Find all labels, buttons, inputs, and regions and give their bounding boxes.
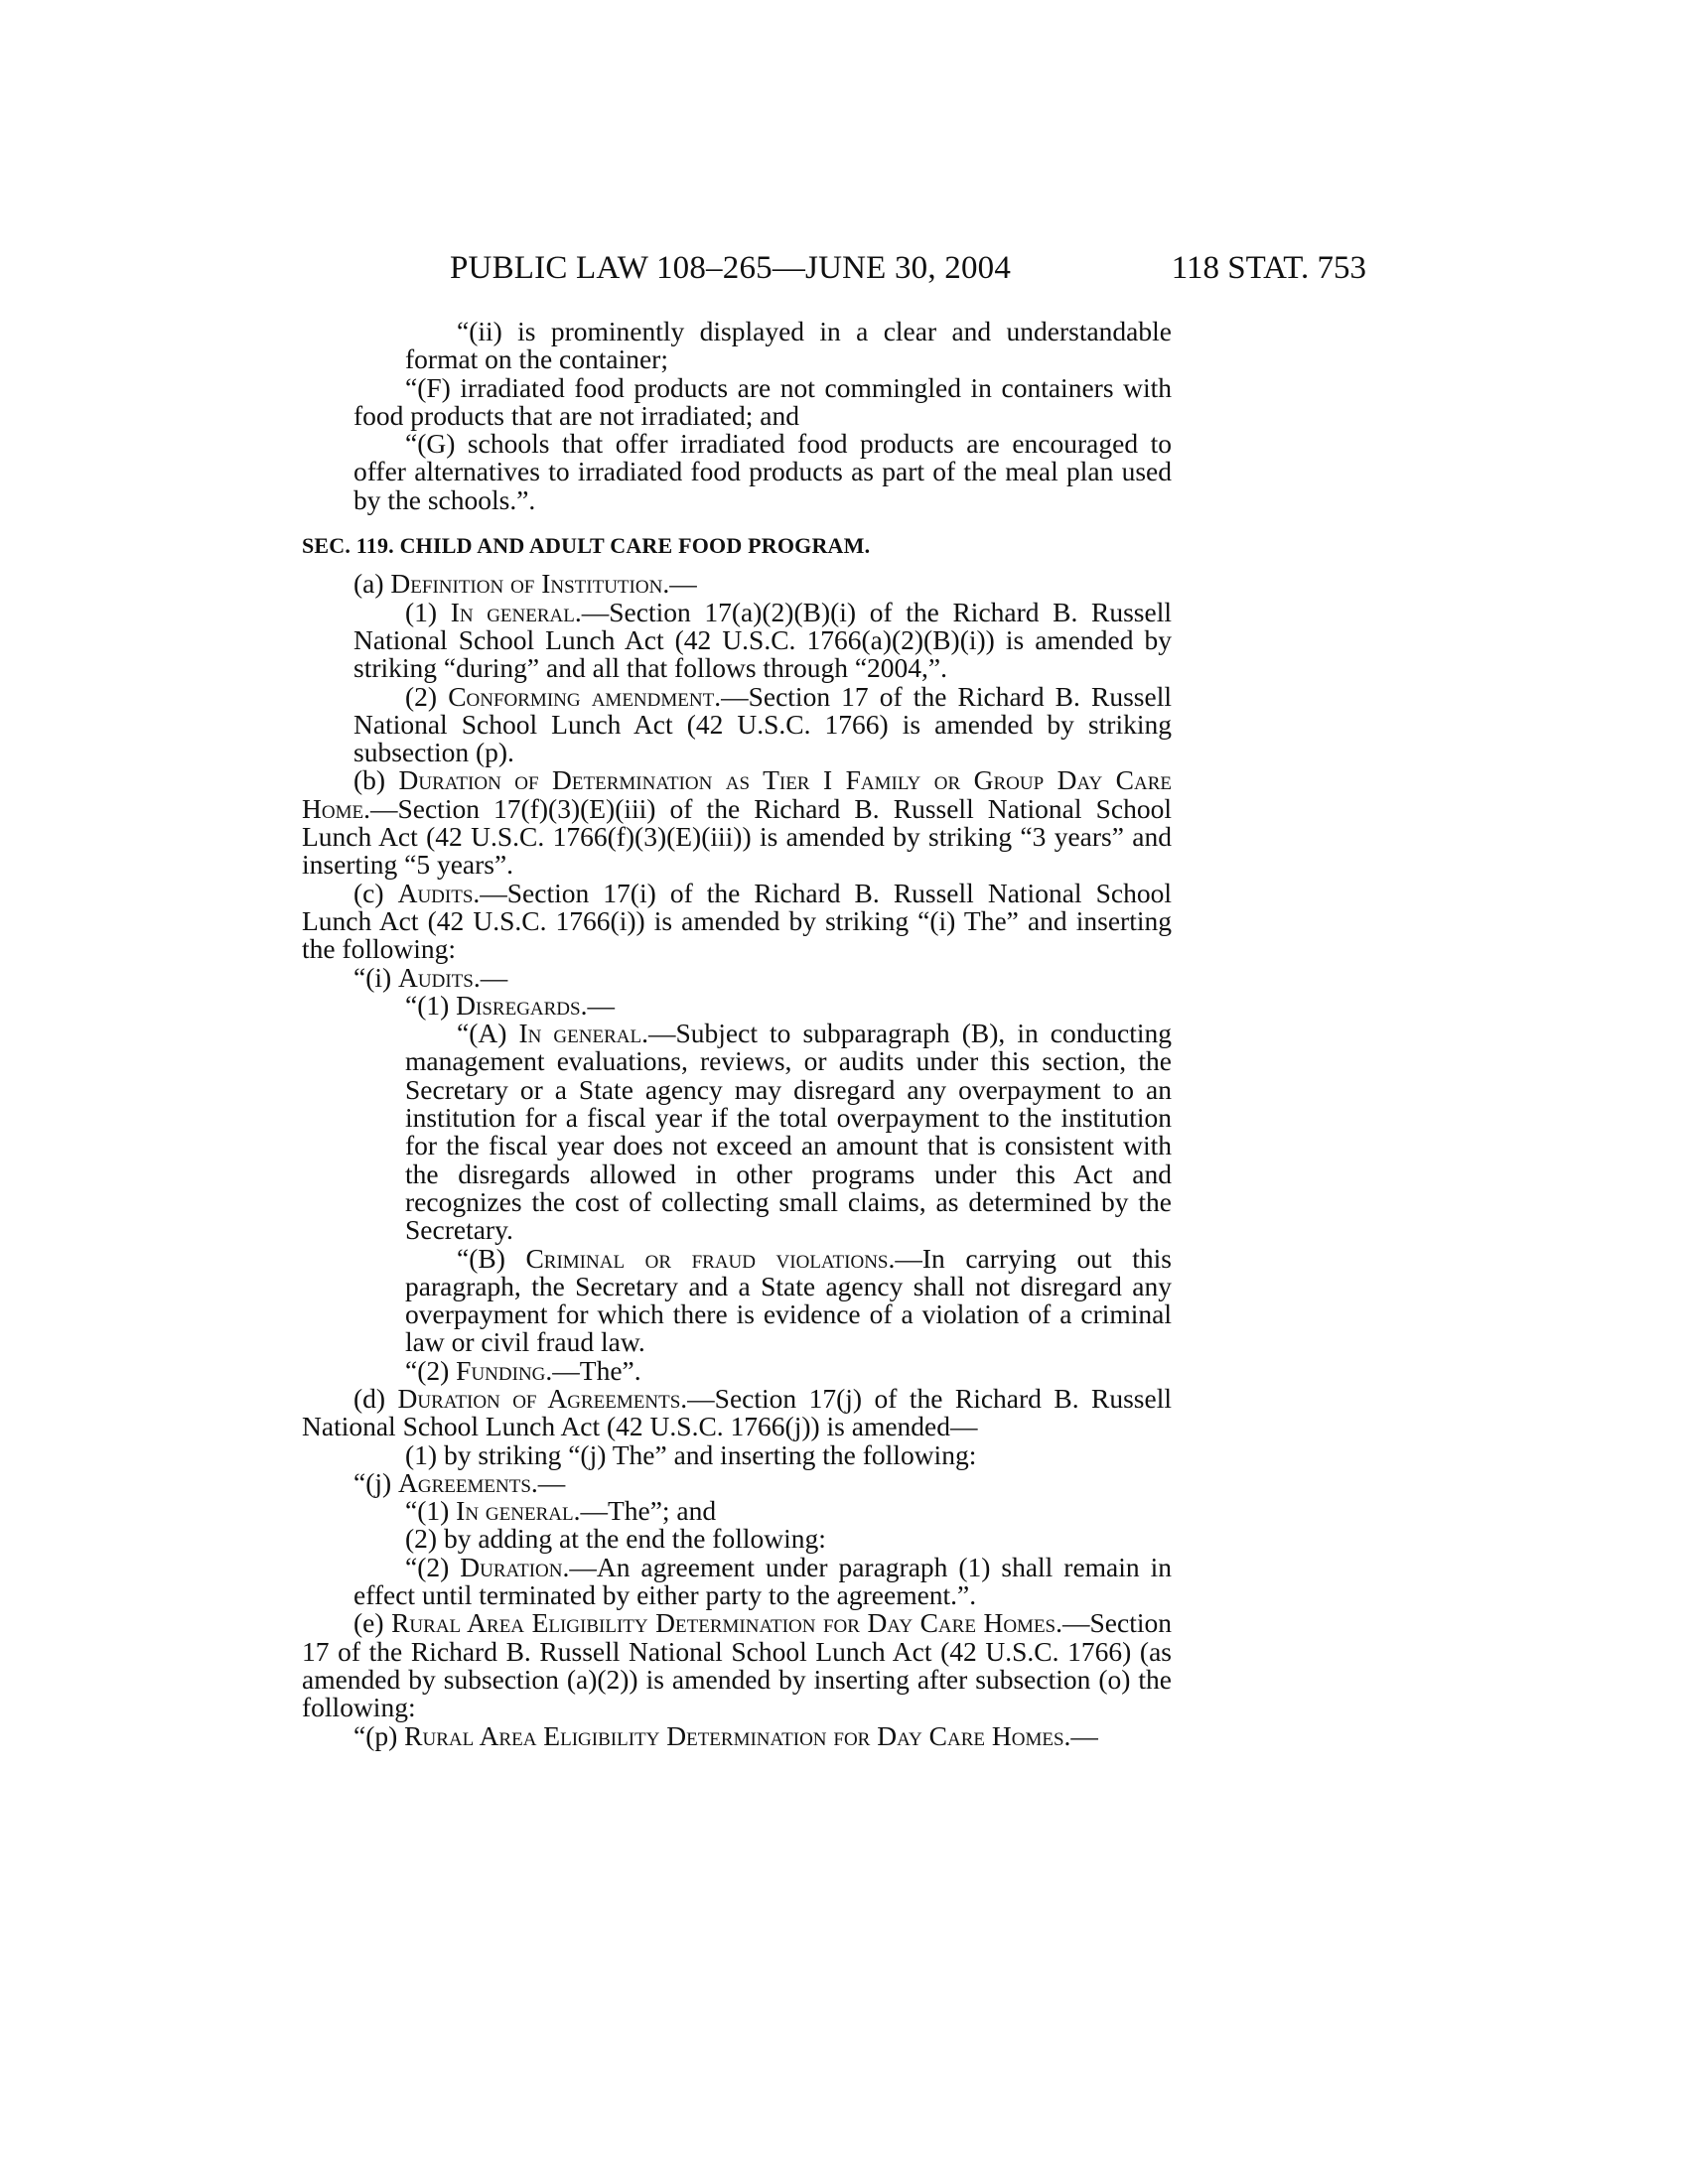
text: .—In carrying out this paragraph, the Secretary and a State agency shall not disregard any overpayment for which there is evidence of a violation of a criminal law or civil fraud law. [405,1242,1172,1358]
paragraph-a2 [302,680,1172,768]
caption: Duration of Determination as Tier I Family or Group Day Care Home [302,764,1172,824]
caption: In general [518,1018,642,1049]
text: .—The”; and [573,1495,717,1527]
label: “(2) [405,1354,457,1386]
clause-ii: “(ii) is prominently displayed in a clear and understandable format on the container; [405,316,1172,375]
label: “(i) [353,961,399,993]
inserted-subsection-j-heading [302,1466,1172,1498]
text: .—Section 17 of the Richard B. Russell National School Lunch Act (42 U.S.C. 1766) (as amended by subsection (a)(2)) is amended by inserting after subsection (o) the following: [302,1607,1172,1723]
dash: .— [1063,1719,1098,1751]
text: .—Section 17(f)(3)(E)(iii) of the Richard B. Russell National School Lunch Act (42 U.S.C. 1766(f)(3)(E)(iii)) is amended by striking “3 years” and inserting “5 years”. [302,792,1172,881]
caption: In general [450,596,575,627]
dash: .— [580,989,615,1021]
label: (e) [353,1607,392,1639]
label: “(j) [353,1466,399,1498]
dash: .— [662,568,697,600]
caption: Funding [456,1354,546,1386]
inserted-subsection-i-heading [302,961,1172,993]
caption: Definition of Institution [390,568,663,600]
subsection-b [302,766,1172,879]
paragraph-d2: (2) by adding at the end the following: [405,1523,826,1555]
caption: Criminal or fraud violations [525,1242,889,1274]
subsection-d [302,1382,1173,1442]
caption: Agreements [398,1466,531,1498]
label: “(B) [457,1242,526,1274]
caption: In general [456,1495,574,1527]
section-heading: SEC. 119. CHILD AND ADULT CARE FOOD PROGRAM. [302,533,871,559]
caption: Rural Area Eligibility Determination for Day Care Homes [391,1607,1056,1639]
caption: Duration [460,1551,563,1582]
caption: Duration of Agreements [397,1382,681,1414]
inserted-subparagraph-B [302,1242,1172,1358]
running-title: PUBLIC LAW 108–265—JUNE 30, 2004 [450,250,1012,286]
inserted-subsection-p-heading [302,1719,1172,1751]
text: .—Section 17(j) of the Richard B. Russell National School Lunch Act (42 U.S.C. 1766(j)) is amended— [302,1382,1173,1442]
caption: Conforming amendment [448,680,715,712]
subparagraph-G: “(G) schools that offer irradiated food products are encouraged to offer alternatives to irradiated food products as part of the meal plan used by the schools.”. [353,428,1172,515]
label: (c) [353,877,398,908]
label: (b) [353,764,399,796]
subparagraph-F: “(F) irradiated food products are not commingled in containers with food products that are not irradiated; and [353,371,1172,431]
subsection-e [302,1609,1172,1721]
label: (2) [405,680,449,712]
dash: .— [473,961,508,993]
subsection-c [302,877,1172,965]
inserted-j-paragraph-1 [302,1497,1172,1525]
dash: .— [530,1466,566,1498]
subsection-a-heading [302,570,1172,598]
text: .—Section 17(a)(2)(B)(i) of the Richard B. Russell National School Lunch Act (42 U.S.C. 1766(a)(2)(B)(i)) is amended by striking “during” and all that follows through “2004,”. [353,596,1172,684]
paragraph-d1: (1) by striking “(j) The” and inserting the following: [405,1438,977,1470]
inserted-j-paragraph-2 [302,1551,1172,1611]
inserted-subparagraph-A [302,1020,1172,1244]
text: .—Section 17 of the Richard B. Russell National School Lunch Act (42 U.S.C. 1766) is amended by striking subsection (p). [353,680,1172,768]
caption: Disregards [456,989,581,1021]
page-header [302,250,1366,290]
document-body [302,318,1172,1750]
paragraph-a1 [302,596,1172,684]
label: “(p) [353,1719,405,1751]
text: .—An agreement under paragraph (1) shall remain in effect until terminated by either party to the agreement.”. [353,1551,1172,1611]
inserted-paragraph-2 [302,1354,1172,1386]
caption: Audits [397,877,474,908]
caption: Audits [398,961,474,993]
text: .—The”. [545,1354,641,1386]
statute-page-number: 118 STAT. 753 [1171,250,1366,286]
label: (a) [353,568,391,600]
text: .—Section 17(i) of the Richard B. Russell National School Lunch Act (42 U.S.C. 1766(i)) is amended by striking “(i) The” and inserting the following: [302,877,1172,965]
label: (1) [405,596,451,627]
text: .—Subject to subparagraph (B), in conducting management evaluations, reviews, or audits under this section, the Secretary or a State agency may disregard any overpayment to an institution for a fiscal year if the total overpayment to the institution for the fiscal year does not exceed an amount that is consistent with the disregards allowed in other programs under this Act and recognizes the cost of collecting small claims, as determined by the Secretary. [405,1018,1172,1246]
inserted-paragraph-1-heading [302,989,1172,1021]
label: (d) [353,1382,398,1414]
caption: Rural Area Eligibility Determination for Day Care Homes [404,1719,1064,1751]
label: “(2) [405,1551,461,1582]
label: “(1) [405,989,457,1021]
label: “(A) [457,1018,519,1049]
label: “(1) [405,1495,457,1527]
